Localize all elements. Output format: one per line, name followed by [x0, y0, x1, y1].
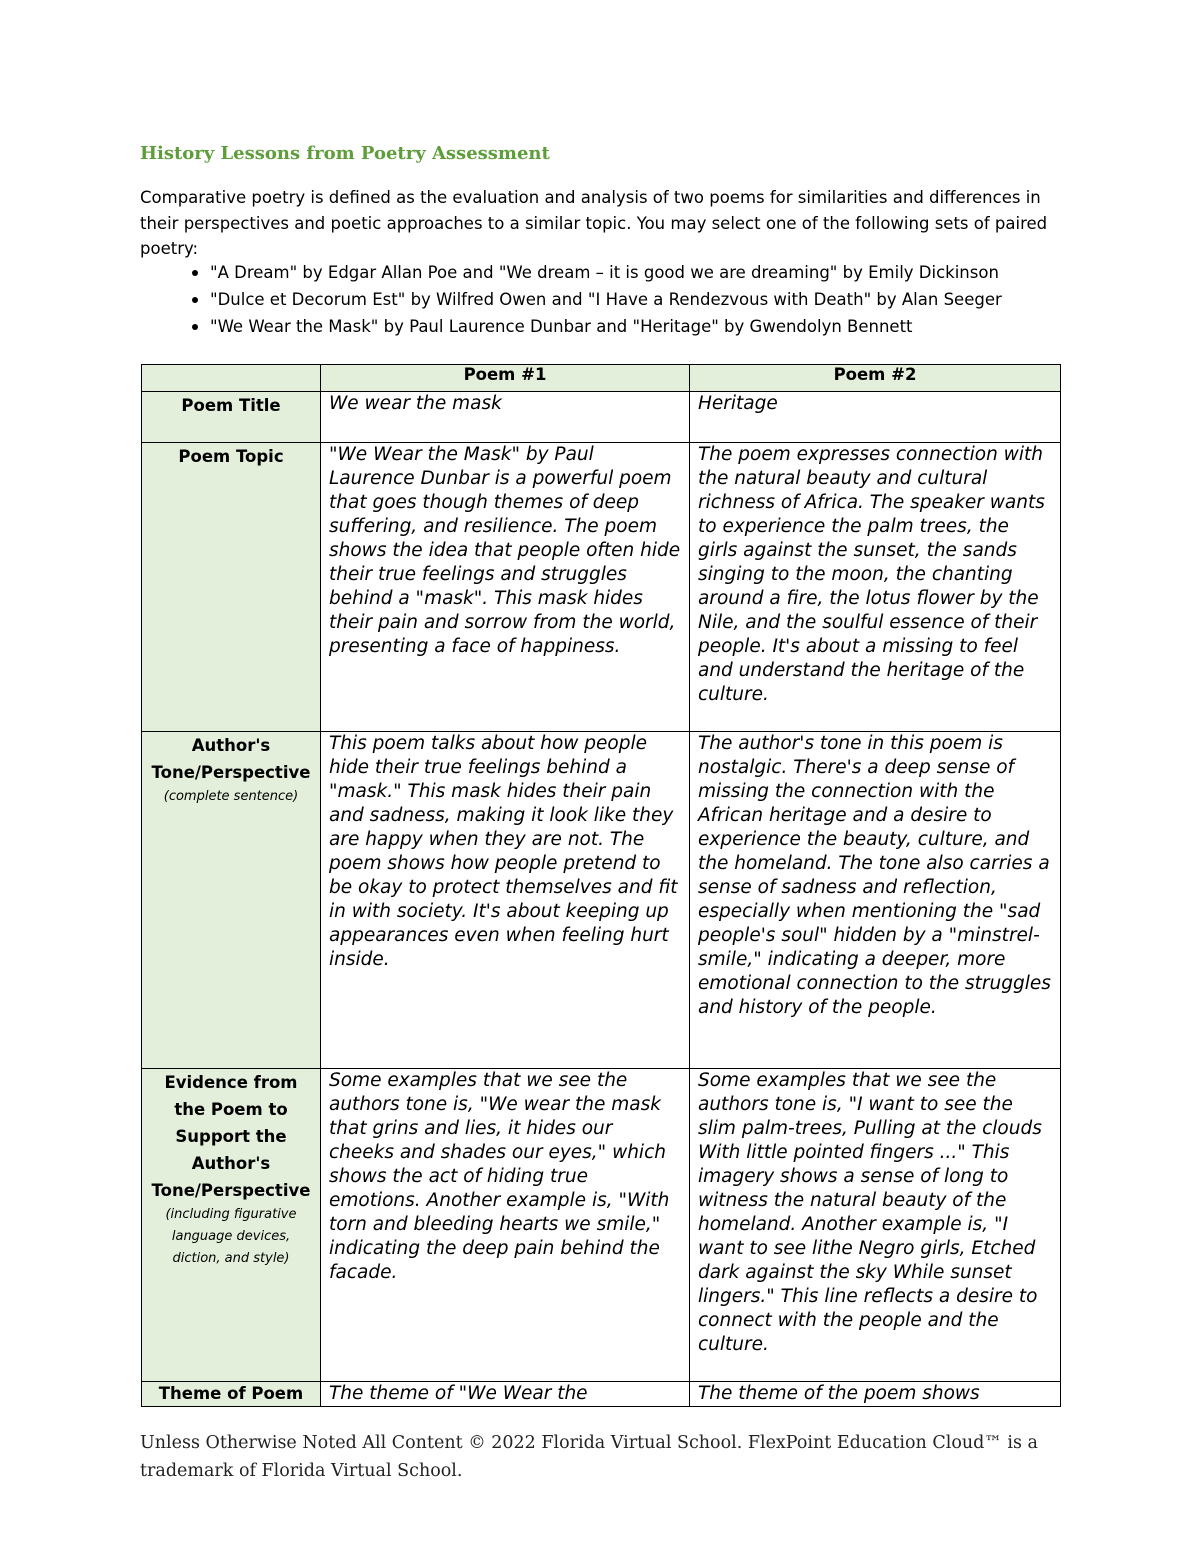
header-poem-1: Poem #1	[321, 365, 690, 392]
row-label-poem-title: Poem Title	[142, 392, 321, 443]
poem1-title-cell[interactable]: We wear the mask	[321, 392, 690, 443]
poem-pairs-list	[188, 259, 1088, 340]
poem2-evidence-cell[interactable]: Some examples that we see the authors tone is, "I want to see the slim palm-trees, Pulling at the clouds With little pointed fingers ..." This imagery shows a sense of long to witness the natural beauty of the homeland. Another example is, "I want to see lithe Negro girls, Etched dark against the sky While sunset lingers." This line reflects a desire to connect with the people and the culture.	[690, 1069, 1061, 1382]
row-label-evidence: Evidence from the Poem to Support the Author's Tone/Perspective (including figurative language devices, diction, and style)	[142, 1069, 321, 1382]
intro-paragraph: Comparative poetry is defined as the evaluation and analysis of two poems for similarities and differences in their perspectives and poetic approaches to a similar topic. You may select one of the following sets of paired poetry:	[140, 188, 1048, 258]
copyright-footer: Unless Otherwise Noted All Content © 2022 Florida Virtual School. FlexPoint Education Cloud™ is a trademark of Florida Virtual School.	[140, 1433, 1038, 1481]
bullet-icon	[192, 270, 198, 276]
poem1-topic-cell[interactable]: "We Wear the Mask" by Paul Laurence Dunbar is a powerful poem that goes though themes of deep suffering, and resilience. The poem shows the idea that people often hide their true feelings and struggles behind a "mask". This mask hides their pain and sorrow from the world, presenting a face of happiness.	[321, 443, 690, 732]
poem1-evidence-cell[interactable]: Some examples that we see the authors tone is, "We wear the mask that grins and lies, it hides our cheeks and shades our eyes," which shows the act of hiding true emotions. Another example is, "With torn and bleeding hearts we smile," indicating the deep pain behind the facade.	[321, 1069, 690, 1382]
page-title: History Lessons from Poetry Assessment	[140, 143, 550, 164]
poem2-title-cell[interactable]: Heritage	[690, 392, 1061, 443]
table-row	[142, 1382, 1061, 1407]
table-row	[142, 732, 1061, 1069]
poem2-tone-cell[interactable]: The author's tone in this poem is nostalgic. There's a deep sense of missing the connection with the African heritage and a desire to experience the beauty, culture, and the homeland. The tone also carries a sense of sadness and reflection, especially when mentioning the "sad people's soul" hidden by a "minstrel-smile," indicating a deeper, more emotional connection to the struggles and history of the people.	[690, 732, 1061, 1069]
row-label-theme: Theme of Poem	[142, 1382, 321, 1407]
poem2-topic-cell[interactable]: The poem expresses connection with the natural beauty and cultural richness of Africa. The speaker wants to experience the palm trees, the girls against the sunset, the sands singing to the moon, the chanting around a fire, the lotus flower by the Nile, and the soulful essence of their people. It's about a missing to feel and understand the heritage of the culture.	[690, 443, 1061, 732]
bullet-icon	[192, 324, 198, 330]
list-item: "We Wear the Mask" by Paul Laurence Dunbar and "Heritage" by Gwendolyn Bennett	[188, 313, 1088, 340]
table-row	[142, 1069, 1061, 1382]
table-row	[142, 443, 1061, 732]
row-note: (including figurative language devices, diction, and style)	[165, 1207, 297, 1266]
list-item: "A Dream" by Edgar Allan Poe and "We dream – it is good we are dreaming" by Emily Dickinson	[188, 259, 1088, 286]
row-note: (complete sentence)	[163, 789, 299, 804]
header-poem-2: Poem #2	[690, 365, 1061, 392]
poem2-theme-cell[interactable]: The theme of the poem shows	[690, 1382, 1061, 1407]
table-row	[142, 392, 1061, 443]
row-label-poem-topic: Poem Topic	[142, 443, 321, 732]
bullet-icon	[192, 297, 198, 303]
table-header-row	[142, 365, 1061, 392]
row-label-tone: Author's Tone/Perspective (complete sentence)	[142, 732, 321, 1069]
header-empty	[142, 365, 321, 392]
list-item: "Dulce et Decorum Est" by Wilfred Owen and "I Have a Rendezvous with Death" by Alan Seeger	[188, 286, 1088, 313]
poem1-tone-cell[interactable]: This poem talks about how people hide their true feelings behind a "mask." This mask hides their pain and sadness, making it look like they are happy when they are not. The poem shows how people pretend to be okay to protect themselves and fit in with society. It's about keeping up appearances even when feeling hurt inside.	[321, 732, 690, 1069]
comparison-table	[141, 364, 1061, 1407]
poem1-theme-cell[interactable]: The theme of "We Wear the	[321, 1382, 690, 1407]
